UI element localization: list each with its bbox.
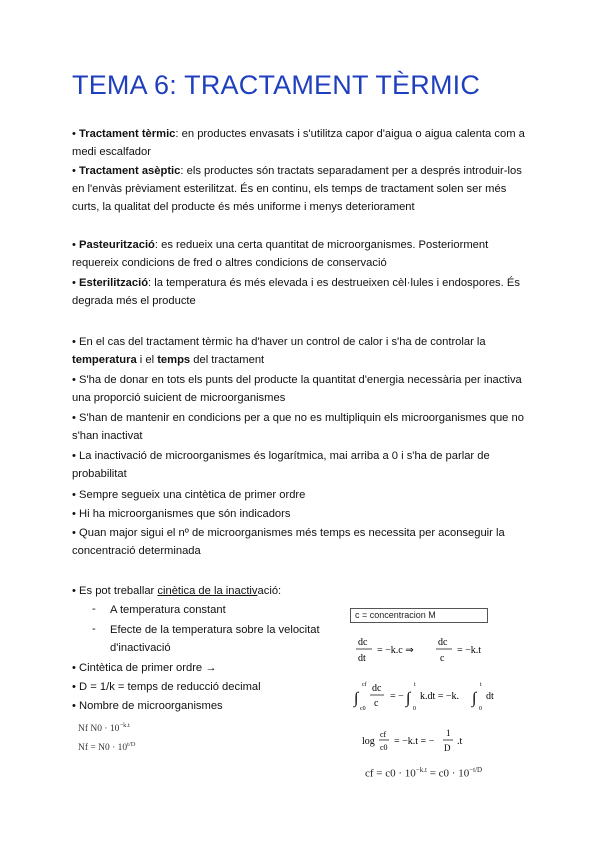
term-tractament-aseptic: Tractament asèptic — [79, 165, 181, 177]
formula-integral — [352, 676, 522, 721]
exponent: t/D — [127, 741, 136, 749]
sub-efecte-temperatura: Efecte de la temperatura sobre la velocitat d'inactivació — [110, 624, 320, 654]
dash-marker: - — [92, 623, 96, 635]
bullet-control-calor: • En el cas del tractament tèrmic ha d'haver un control de calor i s'ha de controlar la temperatura i el temps del tractament — [72, 336, 486, 367]
limit: t — [480, 682, 482, 688]
term-pasteuritzacio: Pasteurització — [79, 239, 155, 251]
text: S'ha de donar en tots els punts del producte la quantitat d'energia necessària per inactiva una proporció suicient de microorganismes — [72, 374, 522, 405]
text: Sempre segueix una cintètica de primer ordre — [79, 489, 306, 501]
limit: 0 — [413, 706, 416, 712]
bullet-cintetica: • Cintètica de primer ordre → — [72, 662, 217, 674]
expr: k.dt = −k. — [420, 691, 460, 702]
denominator: c — [440, 653, 445, 664]
denominator: dt — [358, 653, 366, 664]
text: Quan major sigui el nº de microorganismes més temps es necessita per aconseguir la concentració determinada — [72, 527, 505, 558]
term-temps: temps — [157, 354, 191, 367]
log: log — [362, 736, 375, 747]
expr: = −k.t — [457, 645, 482, 656]
bullet-condicions: • S'han de mantenir en condicions per a que no es multipliquin els microorganismes que no s'han inactivat — [72, 412, 524, 443]
text: En el cas del tractament tèrmic ha d'haver un control de calor i s'ha de controlar la — [79, 336, 486, 348]
bullet-indicadors: • Hi ha microorganismes que són indicadors — [72, 508, 291, 520]
text: Es pot treballar — [79, 585, 158, 597]
text: Hi ha microorganismes que són indicadors — [79, 508, 291, 520]
exponent: −k.t — [119, 722, 130, 729]
denominator: c — [374, 698, 379, 709]
text: Nf N0 · 10 — [78, 724, 120, 735]
limit: c0 — [360, 706, 366, 712]
bullet-cinetica: • Es pot treballar cinètica de la inactivació: — [72, 585, 282, 597]
expr: dt — [486, 691, 494, 702]
text: : els productes són tractats separadament per a després introduir-los en l'envàs prèviament esterilitzat. És en continu, els temps de tractament solen ser més curts, la qualitat del producte és més uniforme i menys deteriorament — [72, 165, 522, 214]
text: : es redueix una certa quantitat de microorganismes. Posteriorment requereix condicions de fred o altres condicions de conservació — [72, 239, 489, 270]
underlined-text: cinètica de la inactiv — [157, 585, 258, 597]
bullet-energia: • S'ha de donar en tots els punts del producte la quantitat d'energia necessària per inactiva una proporció suicient de microorganismes — [72, 374, 522, 405]
text: : en productes envasats i s'utilitza capor d'aigua o aigua calenta com a medi escalfador — [72, 128, 525, 159]
text: D = 1/k = temps de reducció decimal — [79, 681, 261, 693]
bullet-primer-ordre: • Sempre segueix una cintètica de primer ordre — [72, 489, 306, 501]
numerator: dc — [358, 637, 368, 648]
limit: 0 — [479, 706, 482, 712]
expr: = −k.t = − — [394, 736, 435, 747]
text: : la temperatura és més elevada i es destrueixen cèl·lules i endospores. És degrada més el producte — [72, 277, 520, 308]
expr: = −k.c ⇒ — [377, 645, 414, 656]
integral-sign: ∫ — [354, 690, 359, 707]
integral-sign: ∫ — [406, 690, 411, 707]
formula-integral-svg — [352, 676, 522, 716]
bullet-tractament-aseptic: • Tractament asèptic: els productes són tractats separadament per a després introduir-los en l'envàs prèviament esterilitzat. És en continu, els temps de tractament solen ser més curts, la qualitat del producte és més uniforme i menys deteriorament — [72, 165, 522, 214]
numerator: dc — [372, 683, 382, 694]
limit: t — [414, 682, 416, 688]
formula-derivative-svg — [352, 632, 522, 668]
text: del tractament — [190, 354, 265, 367]
expr: = − — [390, 691, 404, 702]
formula-log-svg — [360, 724, 520, 760]
formula-microorganismes — [78, 718, 135, 756]
numerator: cf — [380, 730, 387, 739]
bullet-logaritmica: • La inactivació de microorganismes és logarítmica, mai arriba a 0 i s'ha de parlar de probabilitat — [72, 450, 490, 481]
text: Nf = N0 · 10 — [78, 743, 128, 754]
limit: cf — [362, 682, 367, 688]
bullet-nombre-microorganismes: • Nombre de microorganismes — [72, 700, 223, 712]
formula-final — [365, 766, 482, 780]
bullet-tractament-termic: • Tractament tèrmic: en productes envasats i s'utilitza capor d'aigua o aigua calenta com a medi escalfador — [72, 128, 525, 159]
text: Cintètica de primer ordre → — [79, 662, 217, 674]
page-title: TEMA 6: TRACTAMENT TÈRMIC — [72, 70, 481, 100]
text: ació: — [257, 585, 282, 597]
term-temperatura: temperatura — [72, 354, 137, 367]
term-tractament-termic: Tractament tèrmic — [79, 128, 176, 140]
integral-sign: ∫ — [472, 690, 477, 707]
text: S'han de mantenir en condicions per a que no es multipliquin els microorganismes que no s'han inactivat — [72, 412, 524, 443]
formula-derivative — [352, 632, 522, 673]
bullet-pasteuritzacio: • Pasteurització: es redueix una certa quantitat de microorganismes. Posteriorment requereix condicions de fred o altres condicions de conservació — [72, 239, 489, 270]
numerator: dc — [438, 637, 448, 648]
text: La inactivació de microorganismes és logarítmica, mai arriba a 0 i s'ha de parlar de probabilitat — [72, 450, 490, 481]
expr: .t — [457, 736, 463, 747]
formula-line-1 — [78, 718, 135, 737]
formula-line-2 — [78, 737, 135, 756]
text: = c0 · 10 — [426, 767, 470, 780]
text: i el — [136, 354, 158, 367]
bullet-temps-reduccio: • D = 1/k = temps de reducció decimal — [72, 681, 261, 693]
denominator: c0 — [380, 743, 388, 752]
sub-temperatura-constant: A temperatura constant — [110, 604, 226, 616]
term-esterilitzacio: Esterilització — [79, 277, 149, 289]
bullet-esterilitzacio: • Esterilització: la temperatura és més elevada i es destrueixen cèl·lules i endospores. És degrada més el producte — [72, 277, 520, 308]
formula-log — [360, 724, 520, 765]
denominator: D — [444, 743, 451, 753]
exponent: −t/D — [469, 766, 483, 774]
text: cf = c0 · 10 — [365, 767, 416, 780]
numerator: 1 — [446, 728, 451, 738]
dash-marker: - — [92, 603, 96, 615]
bullet-nombre-temps: • Quan major sigui el nº de microorganismes més temps es necessita per aconseguir la concentració determinada — [72, 527, 505, 558]
exponent: −k.t — [415, 766, 427, 774]
formula-concentracion-box: c = concentracion M — [350, 608, 488, 623]
text: Nombre de microorganismes — [79, 700, 223, 712]
